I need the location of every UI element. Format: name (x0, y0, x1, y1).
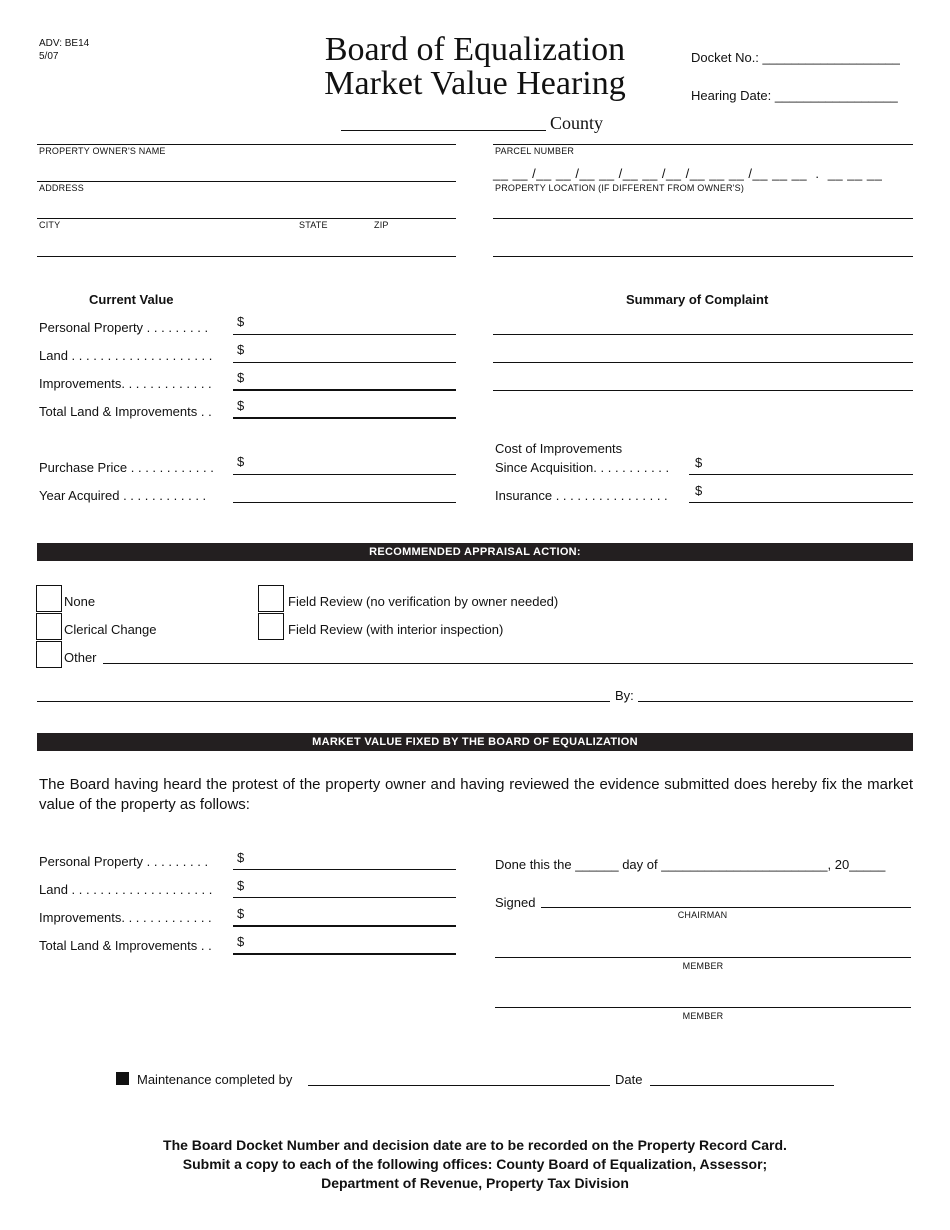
property-location-field-1[interactable] (493, 218, 913, 219)
field-review-no-verification-checkbox[interactable] (258, 585, 284, 612)
footer-line-3: Department of Revenue, Property Tax Division (321, 1175, 629, 1191)
address-field[interactable] (37, 218, 456, 219)
bv-personal-property-dollar: $ (237, 850, 245, 865)
none-label: None (64, 594, 96, 609)
other-label: Other (64, 650, 97, 665)
form-code-text: ADV: BE14 (39, 38, 90, 49)
maintenance-label: Maintenance completed by (137, 1072, 293, 1087)
field-review-no-verification-label: Field Review (no verification by owner needed) (288, 594, 559, 609)
maintenance-square-icon (116, 1072, 129, 1085)
title-line-2: Market Value Hearing (324, 65, 626, 102)
appraisal-notes-field[interactable] (37, 701, 610, 702)
field-review-interior-label: Field Review (with interior inspection) (288, 622, 504, 637)
divider (37, 144, 456, 145)
board-value-bar: MARKET VALUE FIXED BY THE BOARD OF EQUALIZATION (37, 733, 913, 751)
cv-land-label: Land . . . . . . . . . . . . . . . . . . . . (39, 348, 213, 363)
maintenance-date-field[interactable] (650, 1085, 834, 1086)
cv-personal-property-field[interactable] (233, 334, 456, 335)
cv-total-dollar: $ (237, 398, 245, 413)
county-field[interactable] (341, 130, 546, 131)
maintenance-date-label: Date (615, 1072, 643, 1087)
address-label: ADDRESS (39, 183, 84, 193)
maintenance-field[interactable] (308, 1085, 610, 1086)
county-label: County (550, 113, 604, 133)
property-location-field-2[interactable] (493, 256, 913, 257)
insurance-dollar: $ (695, 483, 703, 498)
bv-improvements-field[interactable] (233, 925, 456, 927)
bv-improvements-dollar: $ (237, 906, 245, 921)
cv-personal-property-label: Personal Property . . . . . . . . . (39, 320, 209, 335)
clerical-change-label: Clerical Change (64, 622, 157, 637)
purchase-price-field[interactable] (233, 474, 456, 475)
board-paragraph: The Board having heard the protest of the property owner and having reviewed the evidence submitted does hereby fix the market value of the property as follows: (39, 776, 913, 813)
page-title (290, 33, 660, 101)
done-this-field[interactable]: Done this the ______ day of _______________________, 20_____ (495, 857, 886, 872)
cv-total-field[interactable] (233, 417, 456, 419)
property-location-label: PROPERTY LOCATION (IF DIFFERENT FROM OWNER'S) (495, 183, 745, 193)
year-acquired-label: Year Acquired . . . . . . . . . . . . (39, 488, 207, 503)
complaint-line-1[interactable] (493, 334, 913, 335)
owner-name-field[interactable] (37, 181, 456, 182)
year-acquired-field[interactable] (233, 502, 456, 503)
clerical-change-checkbox[interactable] (36, 613, 62, 640)
state-label: STATE (299, 220, 328, 230)
by-field[interactable] (638, 701, 913, 702)
complaint-line-3[interactable] (493, 390, 913, 391)
signed-label: Signed (495, 895, 536, 910)
member-label-1: MEMBER (682, 961, 724, 971)
bv-total-field[interactable] (233, 953, 456, 955)
cost-improvements-field[interactable] (689, 474, 913, 475)
title-line-1: Board of Equalization (324, 31, 626, 68)
current-value-heading: Current Value (89, 292, 174, 307)
form-date-text: 5/07 (39, 51, 59, 62)
parcel-number-field[interactable]: __ __ /__ __ /__ __ /__ __ /__ /__ __ __ /__ __ __ . __ __ __ (493, 166, 883, 181)
divider (493, 144, 913, 145)
city-state-zip-field[interactable] (37, 256, 456, 257)
bv-personal-property-field[interactable] (233, 869, 456, 870)
member-signature-field-1[interactable] (495, 957, 911, 958)
bv-personal-property-label: Personal Property . . . . . . . . . (39, 854, 209, 869)
cv-improvements-label: Improvements. . . . . . . . . . . . . (39, 376, 212, 391)
chairman-signature-field[interactable] (541, 907, 911, 908)
cv-land-dollar: $ (237, 342, 245, 357)
cv-total-label: Total Land & Improvements . . (39, 404, 212, 419)
other-field[interactable] (103, 663, 913, 664)
by-label: By: (615, 688, 634, 703)
footer-line-2: Submit a copy to each of the following offices: County Board of Equalization, Assessor; (182, 1156, 768, 1172)
insurance-label: Insurance . . . . . . . . . . . . . . . . (495, 488, 668, 503)
city-label: CITY (39, 220, 61, 230)
cv-improvements-field[interactable] (233, 389, 456, 391)
parcel-number-label: PARCEL NUMBER (495, 146, 575, 156)
bv-total-label: Total Land & Improvements . . (39, 938, 212, 953)
cv-personal-property-dollar: $ (237, 314, 245, 329)
complaint-heading: Summary of Complaint (626, 292, 769, 307)
purchase-price-label: Purchase Price . . . . . . . . . . . . (39, 460, 214, 475)
cv-improvements-dollar: $ (237, 370, 245, 385)
owner-name-label: PROPERTY OWNER'S NAME (39, 146, 166, 156)
cost-improvements-label-1: Cost of Improvements (495, 441, 623, 456)
insurance-field[interactable] (689, 502, 913, 503)
bv-land-label: Land . . . . . . . . . . . . . . . . . . . . (39, 882, 213, 897)
footer-line-1: The Board Docket Number and decision date are to be recorded on the Property Record Card. (163, 1137, 787, 1153)
bv-land-field[interactable] (233, 897, 456, 898)
appraisal-action-bar: RECOMMENDED APPRAISAL ACTION: (37, 543, 913, 561)
other-checkbox[interactable] (36, 641, 62, 668)
bv-total-dollar: $ (237, 934, 245, 949)
complaint-line-2[interactable] (493, 362, 913, 363)
none-checkbox[interactable] (36, 585, 62, 612)
bv-land-dollar: $ (237, 878, 245, 893)
zip-label: ZIP (374, 220, 389, 230)
member-signature-field-2[interactable] (495, 1007, 911, 1008)
bv-improvements-label: Improvements. . . . . . . . . . . . . (39, 910, 212, 925)
footer-note (37, 1136, 913, 1193)
form-code (39, 37, 89, 63)
cost-improvements-label-2: Since Acquisition. . . . . . . . . . . (495, 460, 670, 475)
chairman-label: CHAIRMAN (677, 910, 728, 920)
cost-improvements-dollar: $ (695, 455, 703, 470)
cv-land-field[interactable] (233, 362, 456, 363)
purchase-price-dollar: $ (237, 454, 245, 469)
field-review-interior-checkbox[interactable] (258, 613, 284, 640)
hearing-date-field[interactable]: Hearing Date: _________________ (691, 88, 898, 103)
member-label-2: MEMBER (682, 1011, 724, 1021)
docket-field[interactable]: Docket No.: ___________________ (691, 50, 900, 65)
